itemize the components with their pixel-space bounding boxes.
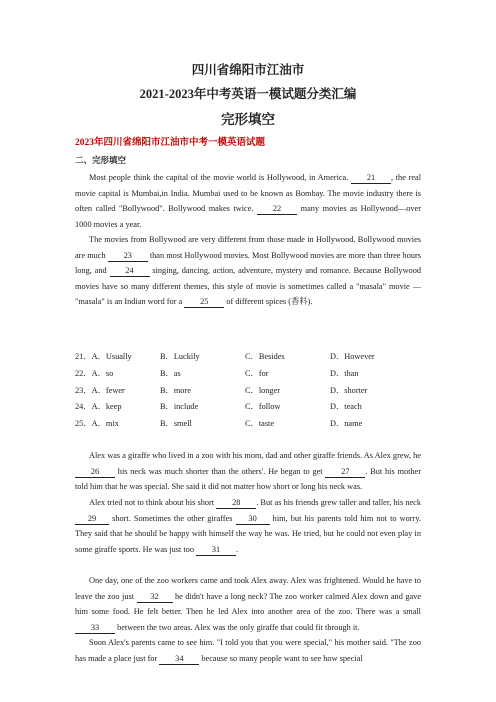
passage-text: many movies as Hollywood—over 1000 movies a year.: [75, 204, 421, 229]
option-b: B．more: [160, 385, 191, 395]
passage-text: of different spices (香料).: [224, 297, 313, 307]
passage-text: than most Hollywood movies. Most Bollywood movies are more than three hours long, and: [75, 250, 421, 276]
option-a: 22．A．so: [75, 368, 114, 378]
option-c: C．taste: [245, 419, 275, 429]
option-d: D．name: [330, 419, 363, 429]
blank-30: 30: [236, 514, 270, 525]
passage2-paragraph4: [75, 635, 421, 666]
option-c: C．follow: [245, 402, 281, 412]
option-c: C．longer: [245, 385, 281, 395]
option-b: B．Luckily: [160, 352, 200, 361]
blank-28: 28: [216, 498, 256, 509]
blank-23: 23: [108, 251, 148, 262]
options-row-21: [75, 350, 421, 367]
passage2-paragraph1: [75, 448, 421, 495]
passage-text: Alex was a giraffe who lived in a zoo with his mom, dad and other giraffe friends. As Alex grew, he: [89, 451, 421, 460]
option-d: D．than: [330, 368, 359, 378]
passage-text: One day, one of the zoo workers came and took Alex away. Alex was frightened. Would he have to leave the zoo just: [75, 576, 421, 601]
option-d: D．shorter: [330, 385, 368, 395]
option-a: 21．A．Usually: [75, 352, 132, 361]
passage1-paragraph1: [75, 170, 421, 232]
passage-text: Soon Alex's parents came to see him. "I told you that you were special," his mother said. "The zoo has made a place just for: [75, 638, 421, 663]
option-b: B．as: [160, 368, 181, 378]
passage2-paragraph3: [75, 573, 421, 635]
blank-24: 24: [110, 266, 150, 277]
option-d: D．However: [330, 352, 375, 361]
option-b: B．smell: [160, 419, 192, 429]
passage-text: between the two areas. Alex was the only giraffe that could fit through it.: [115, 622, 360, 632]
passage-text: Alex tried not to think about his short: [89, 498, 217, 507]
option-a: 23．A．fewer: [75, 385, 125, 395]
blank-31: 31: [196, 545, 236, 556]
passage-text: short. Sometimes the other giraffes: [109, 513, 236, 523]
passage-text: because so many people want to see how special: [199, 653, 363, 663]
blank-26: 26: [75, 467, 115, 478]
option-b: B．include: [160, 402, 199, 412]
option-c: C．for: [245, 368, 269, 378]
options-row-22: [75, 367, 421, 384]
blank-33: 33: [75, 623, 115, 634]
passage-text: his neck was much shorter than the others'. He began to get: [115, 466, 326, 476]
blank-21: 21: [351, 173, 391, 184]
options-row-23: [75, 384, 421, 401]
document-title-region: 四川省绵阳市江油市: [191, 63, 305, 77]
passage-text: . But as his friends grew taller and taller, his neck: [256, 498, 421, 507]
blank-22: 22: [257, 204, 297, 215]
passage-text: he didn't have a long neck? The zoo worker calmed Alex down and gave him some food. He felt better. Then he led Alex into another area of the zoo. There was a small: [75, 591, 421, 617]
blank-29: 29: [75, 514, 109, 525]
options-list: [75, 350, 421, 434]
blank-32: 32: [137, 592, 173, 603]
passage2-paragraph2: [75, 495, 421, 557]
options-row-25: [75, 417, 421, 434]
passage-text: The movies from Bollywood are very different from those made in Hollywood. Bollywood movies are much: [75, 235, 421, 260]
subsection-heading: 二、完形填空: [75, 155, 127, 165]
options-row-24: [75, 400, 421, 417]
blank-34: 34: [159, 654, 199, 665]
document-title-topic: 完形填空: [221, 112, 275, 127]
option-a: 25．A．mix: [75, 419, 119, 429]
passage-text: , the real movie capital is Mumbai,in India. Mumbai used to be known as Bombay. The movie industry there is often called "Bollywood". Bollywood makes twice.: [75, 173, 421, 214]
passage-text: singing, dancing, action, adventure, mystery and romance. Because Bollywood movies have so many different themes, this style of movie is sometimes called a "masala" movie — "masala" is an Indian word for a: [75, 266, 422, 307]
passage-text: Most people think the capital of the movie world is Hollywood, in America.: [89, 173, 351, 182]
section-heading: 2023年四川省绵阳市江油市中考一模英语试题: [75, 138, 266, 148]
passage1-paragraph2: [75, 232, 421, 310]
blank-25: 25: [184, 297, 224, 308]
option-d: D．teach: [330, 402, 362, 412]
passage-text: .: [236, 544, 239, 554]
passage-text: him, but his parents told him not to worry. They said that he should be happy with himself the way he was. He tried, but he could not even play in some giraffe sports. He was just too: [75, 513, 421, 554]
option-a: 24．A．keep: [75, 402, 122, 412]
document-title-exam: 2021-2023年中考英语一模试题分类汇编: [139, 87, 357, 101]
blank-27: 27: [325, 467, 365, 478]
option-c: C．Besides: [245, 352, 285, 361]
passage-text: . But his mother told him that he was special. She said it did not matter how short or long his neck was.: [75, 466, 421, 492]
